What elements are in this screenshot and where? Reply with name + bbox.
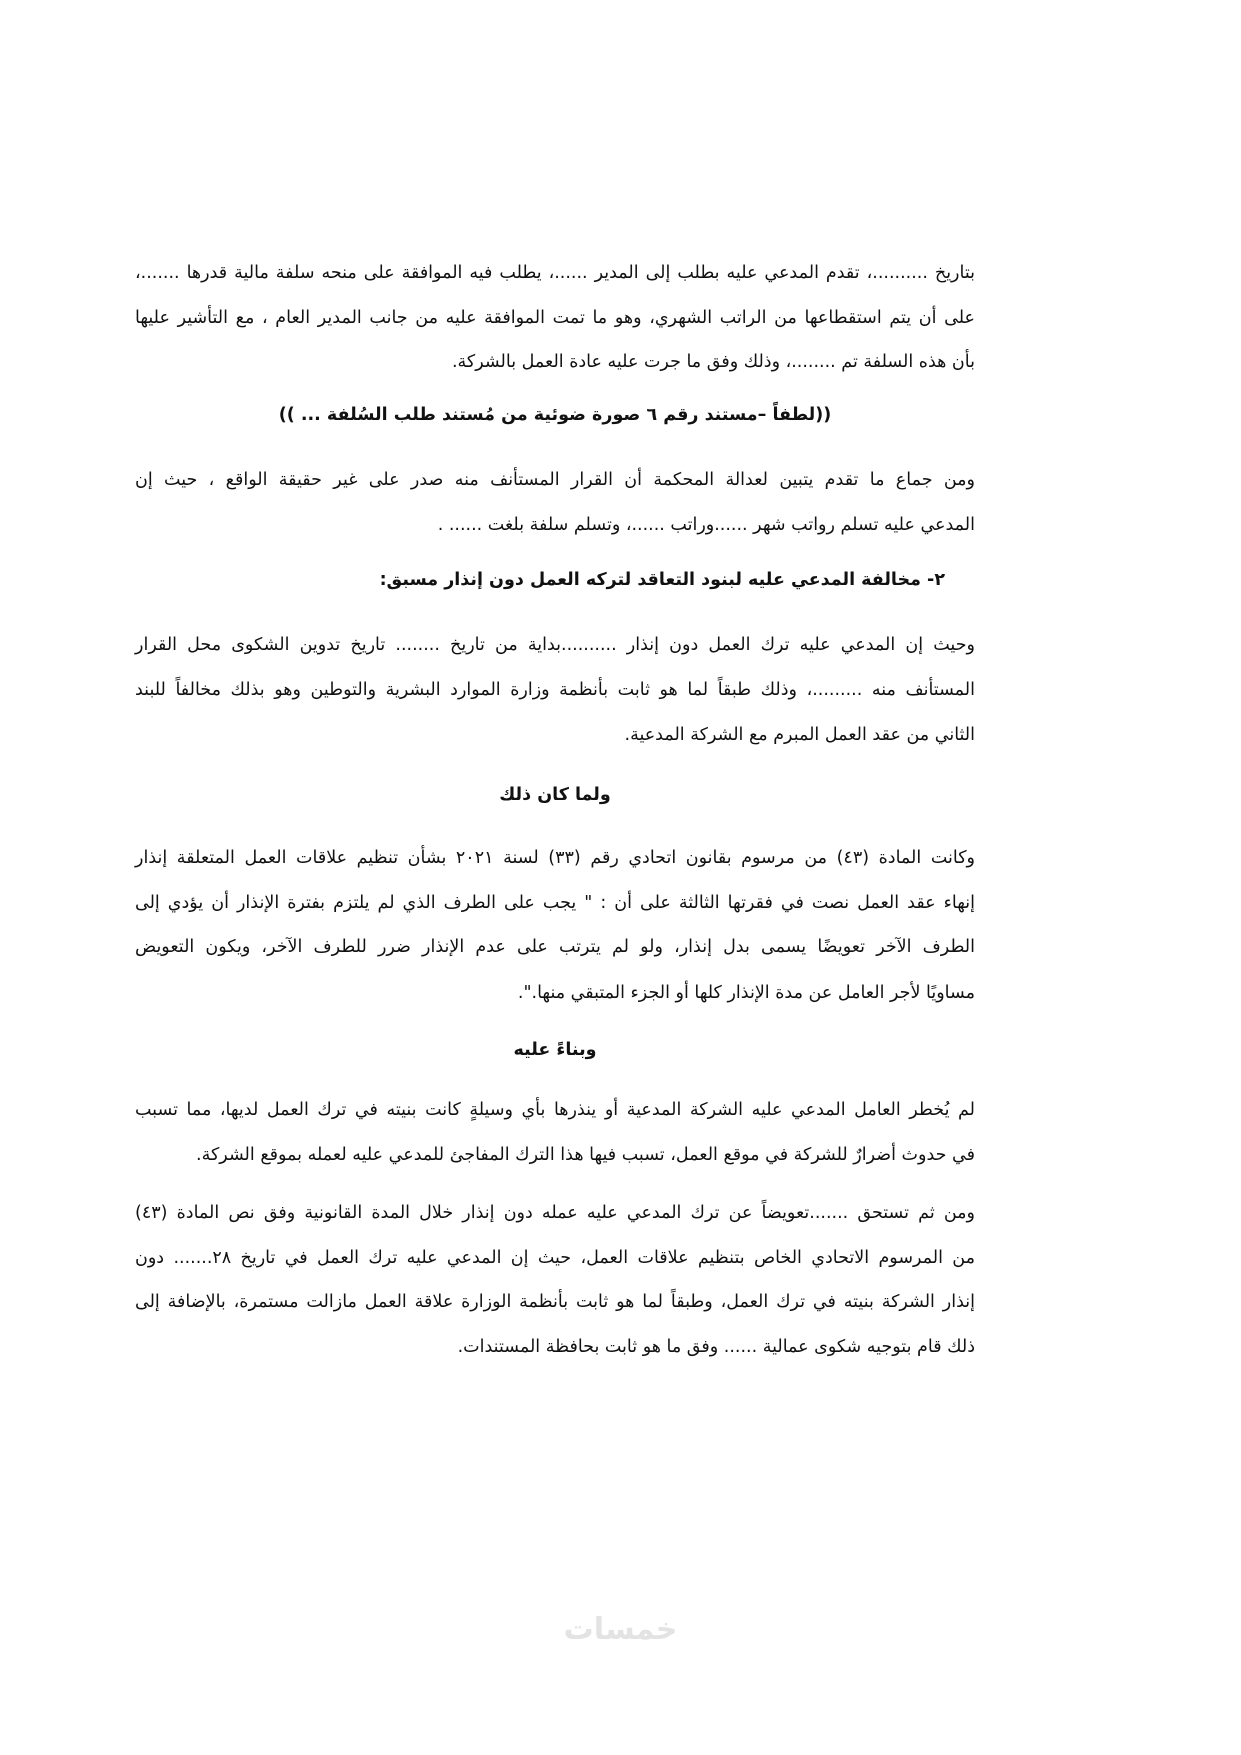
paragraph-line: المستأنف منه .........، وذلك طبقاً لما هو ثابت بأنظمة وزارة الموارد البشرية والتوطين وهو بذلك مخالفاً للبند — [135, 680, 975, 700]
paragraph-line: في حدوث أضرارٌ للشركة في موقع العمل، تسبب فيها هذا الترك المفاجئ للمدعي عليه لعمله بموقع الشركة. — [196, 1145, 975, 1165]
paragraph-line: إنذار الشركة بنيته في ترك العمل، وطبقاً لما هو ثابت بأنظمة الوزارة علاقة العمل مازالت مستمرة، بالإضافة إلى — [135, 1292, 975, 1312]
paragraph-line: على أن يتم استقطاعها من الراتب الشهري، وهو ما تمت الموافقة عليه من جانب المدير العام ، مع التأشير عليها — [135, 308, 975, 328]
accordingly-heading: وبناءً عليه — [513, 1040, 597, 1060]
watermark-logo: خمسات — [563, 1612, 678, 1647]
paragraph-line: ومن ثم تستحق .......تعويضاً عن ترك المدعي عليه عمله دون إنذار خلال المدة القانونية وفق نص المادة (٤٣) — [135, 1203, 975, 1223]
paragraph-line: المدعي عليه تسلم رواتب شهر ......وراتب ......، وتسلم سلفة بلغت ...... . — [437, 515, 975, 535]
paragraph-line: ذلك قام بتوجيه شكوى عمالية ...... وفق ما هو ثابت بحافظة المستندات. — [457, 1337, 975, 1357]
section-heading: ٢- مخالفة المدعي عليه لبنود التعاقد لتركه العمل دون إنذار مسبق: — [379, 570, 945, 590]
document-note-heading: ((لطفاً –مستند رقم ٦ صورة ضوئية من مُستند طلب السُلفة ... )) — [278, 405, 832, 425]
paragraph-line: إنهاء عقد العمل نصت في فقرتها الثالثة على أن : " يجب على الطرف الذي لم يلتزم بفترة الإنذار أن يؤدي إلى — [135, 893, 975, 913]
paragraph-line: مساويًا لأجر العامل عن مدة الإنذار كلها أو الجزء المتبقي منها.". — [517, 983, 975, 1003]
paragraph-line: ومن جماع ما تقدم يتبين لعدالة المحكمة أن القرار المستأنف منه صدر على غير حقيقة الواقع ، حيث إن — [135, 470, 975, 490]
paragraph-line: الثاني من عقد العمل المبرم مع الشركة المدعية. — [624, 725, 975, 745]
paragraph-line: وكانت المادة (٤٣) من مرسوم بقانون اتحادي رقم (٣٣) لسنة ٢٠٢١ بشأن تنظيم علاقات العمل المتعلقة إنذار — [135, 848, 975, 868]
paragraph-line: لم يُخطر العامل المدعي عليه الشركة المدعية أو ينذرها بأي وسيلةٍ كانت بنيته في ترك العمل لديها، مما تسبب — [135, 1100, 975, 1120]
since-heading: ولما كان ذلك — [499, 785, 611, 805]
paragraph-line: الطرف الآخر تعويضًا يسمى بدل إنذار، ولو لم يترتب على عدم الإنذار ضرر للطرف الآخر، ويكون التعويض — [135, 937, 975, 957]
paragraph-line: وحيث إن المدعي عليه ترك العمل دون إنذار ..........بداية من تاريخ ........ تاريخ تدوين الشكوى محل القرار — [135, 635, 975, 655]
paragraph-line: بتاريخ ..........، تقدم المدعي عليه بطلب إلى المدير ......، يطلب فيه الموافقة على منحه سلفة مالية قدرها .......، — [135, 263, 975, 283]
paragraph-line: من المرسوم الاتحادي الخاص بتنظيم علاقات العمل، حيث إن المدعي عليه ترك العمل في تاريخ ٢٨....... دون — [135, 1248, 975, 1268]
paragraph-line: بأن هذه السلفة تم ........، وذلك وفق ما جرت عليه عادة العمل بالشركة. — [451, 352, 975, 372]
